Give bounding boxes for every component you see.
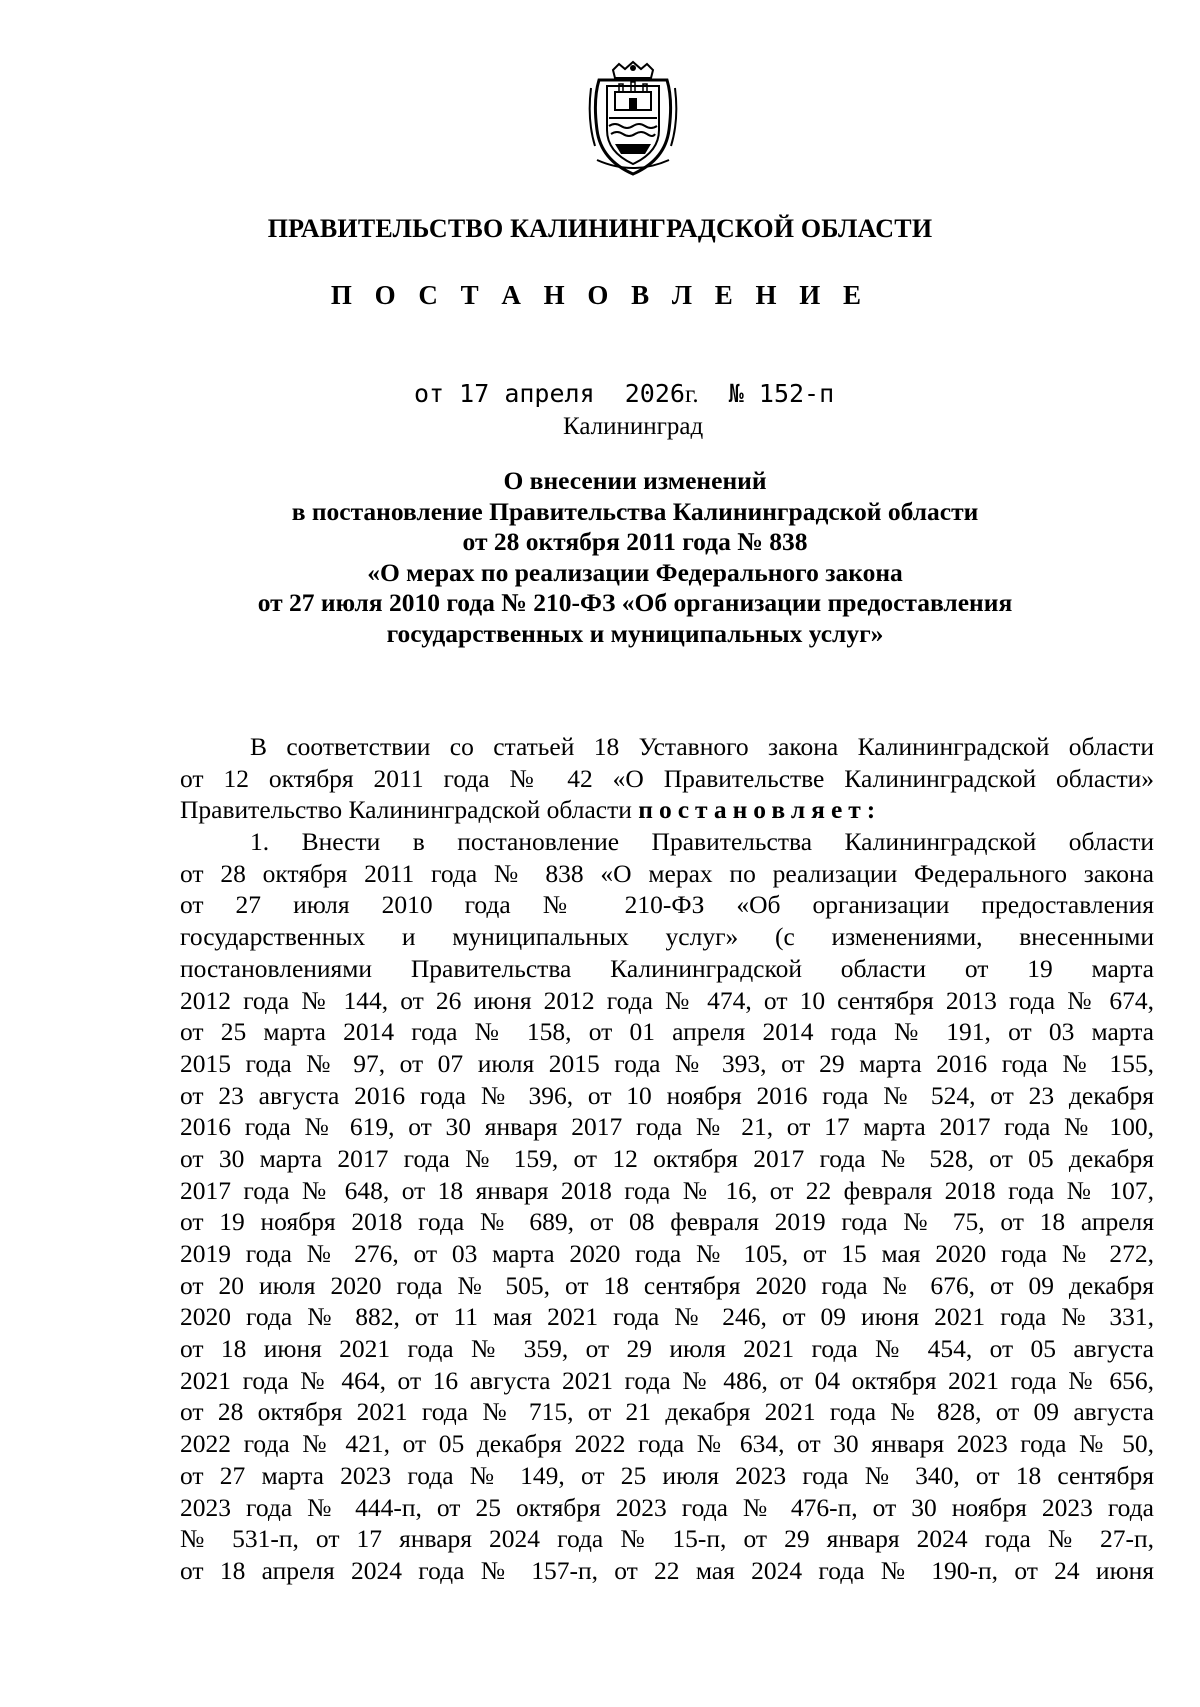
title-line: от 27 июля 2010 года № 210-ФЗ «Об организации предоставления <box>257 588 1013 617</box>
item1-line: от 20 июля 2020 года № 505, от 18 сентября 2020 года № 676, от 09 декабря <box>180 1270 1154 1300</box>
item1-line: от 18 июня 2021 года № 359, от 29 июля 2021 года № 454, от 05 августа <box>180 1334 1154 1364</box>
number-sign: № <box>728 379 744 408</box>
item1-line: от 23 августа 2016 года № 396, от 10 ноября 2016 года № 524, от 23 декабря <box>180 1080 1154 1110</box>
city: Калининград <box>563 413 704 440</box>
item1-line: 2023 года № 444-п, от 25 октября 2023 года № 476-п, от 30 ноября 2023 года <box>180 1492 1154 1522</box>
item1-line: 1. Внести в постановление Правительства Калининградской области <box>250 827 1154 857</box>
date-year: 2026 <box>624 379 685 408</box>
coat-of-arms-emblem <box>585 60 681 178</box>
item1-line: от 28 октября 2011 года № 838 «О мерах по реализации Федерального закона <box>180 858 1154 888</box>
item1-line: 2017 года № 648, от 18 января 2018 года № 16, от 22 февраля 2018 года № 107, <box>180 1175 1154 1205</box>
document-date-line <box>414 379 834 409</box>
organization-heading: ПРАВИТЕЛЬСТВО КАЛИНИНГРАДСКОЙ ОБЛАСТИ <box>267 214 933 243</box>
item1-line: № 531-п, от 17 января 2024 года № 15-п, от 29 января 2024 года № 27-п, <box>180 1524 1154 1554</box>
preamble-last: Правительство Калининградской области <box>180 795 632 825</box>
item1-line: от 18 апреля 2024 года № 157-п, от 22 мая 2024 года № 190-п, от 24 июня <box>180 1555 1154 1585</box>
date-prefix: от <box>414 379 445 408</box>
resolves-word: постановляет: <box>638 795 882 825</box>
title-line: О внесении изменений <box>503 466 767 495</box>
item1-line: 2022 года № 421, от 05 декабря 2022 года № 634, от 30 января 2023 года № 50, <box>180 1429 1154 1459</box>
item1-line: постановлениями Правительства Калининградской области от 19 марта <box>180 953 1154 983</box>
item1-line: от 27 июля 2010 года № 210-ФЗ «Об организации предоставления <box>180 890 1154 920</box>
item1-line: государственных и муниципальных услуг» (с изменениями, внесенными <box>180 922 1154 952</box>
item1-line: от 25 марта 2014 года № 158, от 01 апреля 2014 года № 191, от 03 марта <box>180 1017 1154 1047</box>
item1-line: от 19 ноября 2018 года № 689, от 08 февраля 2019 года № 75, от 18 апреля <box>180 1207 1154 1237</box>
title-line: государственных и муниципальных услуг» <box>386 618 884 648</box>
document-type-heading: П О С Т А Н О В Л Е Н И Е <box>330 280 870 310</box>
preamble-resolution-line <box>180 794 1154 826</box>
title-line: в постановление Правительства Калининградской области <box>291 496 979 526</box>
item1-line: от 28 октября 2021 года № 715, от 21 декабря 2021 года № 828, от 09 августа <box>180 1397 1154 1427</box>
item1-line: 2012 года № 144, от 26 июня 2012 года № 474, от 10 сентября 2013 года № 674, <box>180 985 1154 1015</box>
date-year-suffix: г. <box>684 381 699 408</box>
item1-line: 2021 года № 464, от 16 августа 2021 года № 486, от 04 октября 2021 года № 656, <box>180 1365 1154 1395</box>
item1-line: 2016 года № 619, от 30 января 2017 года № 21, от 17 марта 2017 года № 100, <box>180 1112 1154 1142</box>
preamble-line: В соответствии со статьей 18 Уставного закона Калининградской области <box>250 732 1154 761</box>
document-body <box>180 731 1154 1587</box>
item1-line: 2020 года № 882, от 11 мая 2021 года № 246, от 09 июня 2021 года № 331, <box>180 1302 1154 1332</box>
item1-line: от 27 марта 2023 года № 149, от 25 июля 2023 года № 340, от 18 сентября <box>180 1460 1154 1490</box>
preamble-line: от 12 октября 2011 года № 42 «О Правительстве Калининградской области» <box>180 763 1154 793</box>
item1-line: 2015 года № 97, от 07 июля 2015 года № 393, от 29 марта 2016 года № 155, <box>180 1048 1154 1078</box>
document-number: 152-п <box>758 379 835 408</box>
title-line: «О мерах по реализации Федерального закона <box>367 557 903 587</box>
item1-line: 2019 года № 276, от 03 марта 2020 года № 105, от 15 мая 2020 года № 272, <box>180 1239 1154 1268</box>
document-title <box>140 466 1130 649</box>
item1-line: от 30 марта 2017 года № 159, от 12 октября 2017 года № 528, от 05 декабря <box>180 1143 1154 1173</box>
date-day-month: 17 апреля <box>459 379 595 408</box>
title-line: от 28 октября 2011 года № 838 <box>462 527 808 556</box>
